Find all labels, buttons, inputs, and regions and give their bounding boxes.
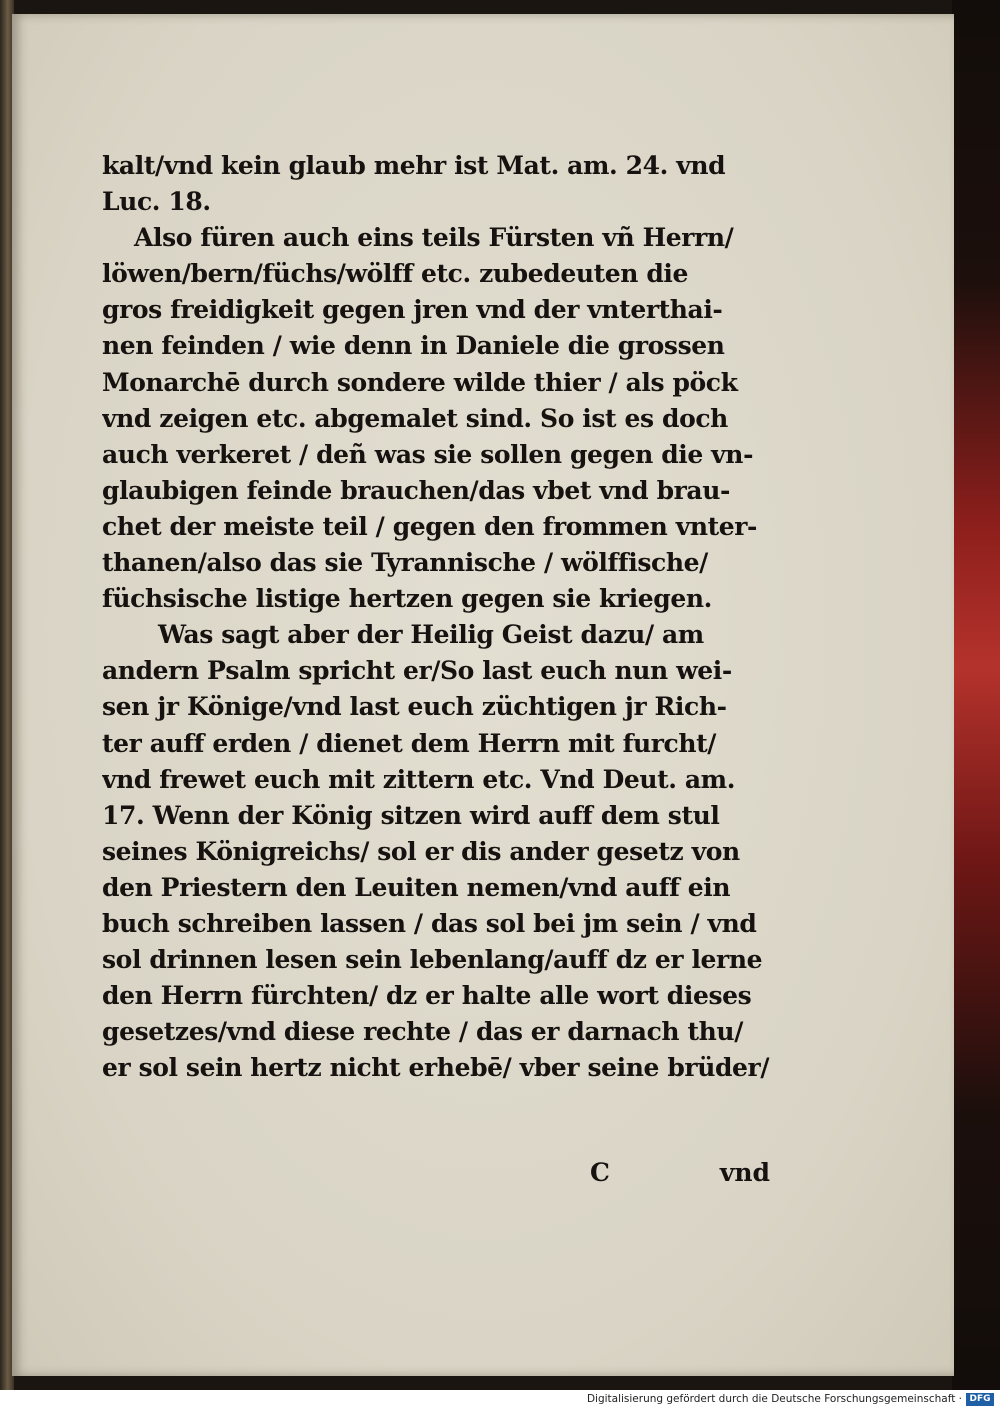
text-line: den Herrn fürchten/ dz er halte alle wort dieses <box>102 981 752 1011</box>
text-line: füchsische listige hertzen gegen sie kriegen. <box>102 584 712 614</box>
text-line: sol drinnen lesen sein lebenlang/auff dz er lerne <box>102 945 763 975</box>
text-line: er sol sein hertz nicht erhebē/ vber seine brüder/ <box>102 1053 770 1083</box>
text-line: glaubigen feinde brauchen/das vbet vnd brau- <box>102 475 730 505</box>
text-line: seines Königreichs/ sol er dis ander gesetz von <box>102 836 740 866</box>
text-line: auch verkeret / deñ was sie sollen gegen die vn- <box>102 439 754 469</box>
text-line: andern Psalm spricht er/So last euch nun wei- <box>102 656 732 686</box>
text-line: Was sagt aber der Heilig Geist dazu/ am <box>158 620 704 650</box>
text-line: 17. Wenn der König sitzen wird auff dem stul <box>102 800 720 830</box>
text-line: den Priestern den Leuiten nemen/vnd auff ein <box>102 872 731 902</box>
text-line: nen feinden / wie denn in Daniele die grossen <box>102 331 725 361</box>
text-line: Luc. 18. <box>102 187 211 217</box>
text-line: chet der meiste teil / gegen den frommen vnter- <box>102 511 758 541</box>
text-line: Also füren auch eins teils Fürsten vñ Herrn/ <box>134 223 734 253</box>
signature-mark: C <box>590 1158 610 1187</box>
dfg-logo: DFG <box>966 1393 994 1406</box>
funding-credit: Digitalisierung gefördert durch die Deutsche Forschungsgemeinschaft · <box>586 1393 962 1405</box>
page-foot <box>102 1157 782 1189</box>
text-line: buch schreiben lassen / das sol bei jm sein / vnd <box>102 908 757 938</box>
text-line: vnd zeigen etc. abgemalet sind. So ist es doch <box>102 403 728 433</box>
text-line: gros freidigkeit gegen jren vnd der vnterthai- <box>102 295 723 325</box>
text-line: thanen/also das sie Tyrannische / wölffische/ <box>102 548 708 578</box>
text-line: gesetzes/vnd diese rechte / das er darnach thu/ <box>102 1017 743 1047</box>
book-cover-edge <box>952 0 1000 1390</box>
footer-bar <box>0 1390 1000 1410</box>
text-line: Monarchē durch sondere wilde thier / als pöck <box>102 367 738 397</box>
text-line: sen jr Könige/vnd last euch züchtigen jr Rich- <box>102 692 727 722</box>
page-text <box>102 148 782 1086</box>
text-line: löwen/bern/füchs/wölff etc. zubedeuten die <box>102 259 689 289</box>
text-line: vnd frewet euch mit zittern etc. Vnd Deut. am. <box>102 764 736 794</box>
text-line: ter auff erden / dienet dem Herrn mit furcht/ <box>102 728 716 758</box>
text-line: kalt/vnd kein glaub mehr ist Mat. am. 24. vnd <box>102 151 726 180</box>
catchword: vnd <box>719 1158 770 1187</box>
